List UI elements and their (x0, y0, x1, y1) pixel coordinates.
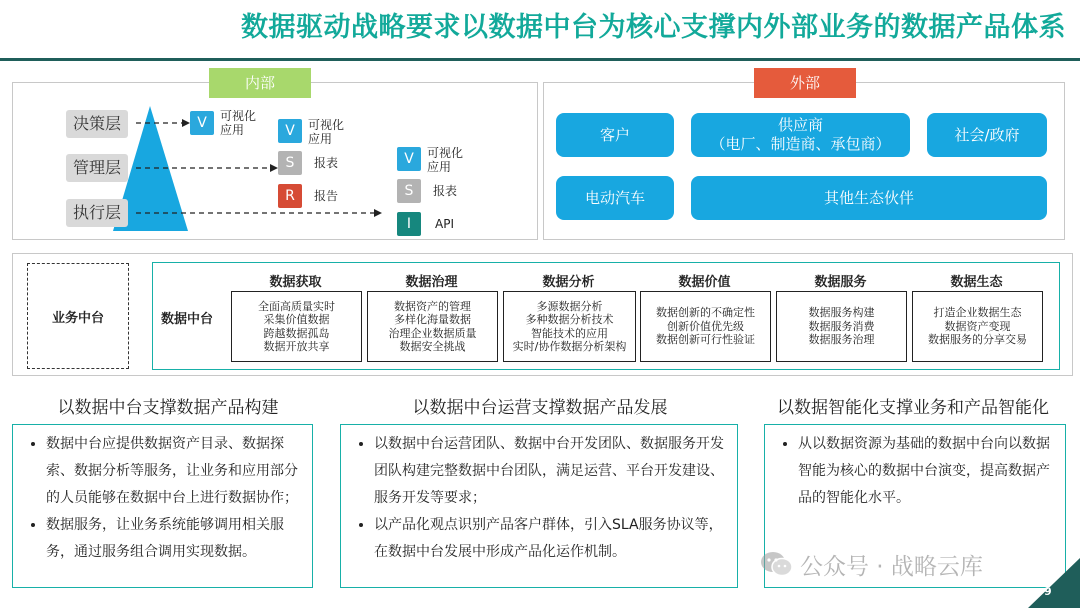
chip-api-3-label: API (435, 217, 454, 231)
col-head-analysis: 数据分析 (542, 275, 595, 290)
box-eco-label: 其他生态伙伴 (823, 188, 914, 207)
business-platform-box (27, 263, 129, 369)
layer-decision: 决策层 (66, 110, 128, 138)
chip-visual-3-label: 可视化 应用 (427, 146, 464, 174)
col-box-governance (367, 291, 498, 362)
corner-decoration (1000, 558, 1080, 608)
chip-visual-2: V (278, 119, 302, 143)
col-item: 数据创新可行性验证 (656, 333, 755, 347)
col-item: 数据服务的分享交易 (928, 333, 1027, 347)
col-head-service: 数据服务 (814, 275, 867, 290)
layer-execution: 执行层 (66, 199, 128, 227)
page-number: 9 (1044, 585, 1052, 598)
col-item: 治理企业数据质量 (388, 326, 477, 340)
col-box-ecology (912, 291, 1043, 362)
bullet-item: • 以数据中台运营团队、数据中台开发团队、数据服务开发团队构建完整数据中台团队，满足运营、平台开发建设、服务开发等要求； (374, 431, 727, 512)
col-item: 打造企业数据生态 (933, 306, 1022, 320)
box-customer-label: 客户 (599, 125, 630, 144)
col-item: 数据资产变现 (944, 319, 1011, 333)
col-item: 采集价值数据 (263, 313, 330, 326)
watermark-text: 公众号 · 战略云库 (800, 553, 983, 580)
box-society-label: 社会/政府 (954, 125, 1020, 144)
col-head-governance: 数据治理 (405, 275, 458, 290)
col-item: 多源数据分析 (536, 299, 603, 313)
box-supplier-sub: （电厂、制造商、承包商） (710, 135, 891, 153)
bullet-item: • 从以数据资源为基础的数据中台向以数据智能为核心的数据中台演变，提高数据产品的智能化水平。 (798, 431, 1055, 512)
business-platform-label: 业务中台 (51, 310, 104, 326)
section-title-intelligence: 以数据智能化支撑业务和产品智能化 (777, 398, 1049, 418)
col-item: 实时/协作数据分析架构 (512, 340, 627, 353)
section-title-build: 以数据中台支撑数据产品构建 (57, 398, 279, 418)
col-head-value: 数据价值 (678, 275, 731, 290)
box-ev (556, 176, 674, 220)
col-head-acquire: 数据获取 (269, 275, 322, 290)
chip-report-table-2-label: 报表 (314, 156, 339, 170)
col-head-ecology: 数据生态 (950, 275, 1003, 290)
arrow-head-decision (182, 119, 190, 127)
col-item: 数据开放共享 (263, 340, 330, 353)
box-ev-label: 电动汽车 (584, 188, 645, 207)
col-box-value (640, 291, 771, 362)
col-item: 数据资产的管理 (394, 299, 471, 313)
col-item: 智能技术的应用 (531, 326, 608, 340)
col-box-service (776, 291, 907, 362)
section-box-operate (340, 424, 738, 588)
bullet-item: • 以产品化观点识别产品客户群体，引入SLA服务协议等，在数据中台发展中形成产品化运作机制。 (374, 512, 727, 566)
chip-report-2: R (278, 184, 302, 208)
chip-visual-1: V (190, 111, 214, 135)
watermark (760, 548, 983, 580)
title-underline (0, 58, 1080, 61)
page-title: 数据驱动战略要求以数据中台为核心支撑内外部业务的数据产品体系 (241, 12, 1066, 43)
layer-management: 管理层 (66, 154, 128, 182)
chip-report-table-2: S (278, 151, 302, 175)
box-supplier (691, 113, 910, 157)
col-item: 数据安全挑战 (399, 340, 466, 353)
col-item: 数据服务治理 (808, 333, 875, 347)
col-box-analysis (503, 291, 636, 362)
col-item: 多样化海量数据 (394, 313, 471, 326)
section-box-build (12, 424, 313, 588)
chip-report-2-label: 报告 (314, 189, 339, 203)
data-platform-label: 数据中台 (161, 312, 214, 327)
col-box-acquire (231, 291, 362, 362)
box-eco-partners (691, 176, 1047, 220)
col-item: 跨越数据孤岛 (263, 326, 330, 340)
arrow-head-management (270, 164, 278, 172)
chip-report-table-3: S (397, 179, 421, 203)
chip-api-3: I (397, 212, 421, 236)
chip-visual-1-label: 可视化 应用 (220, 109, 257, 137)
col-item: 数据服务构建 (808, 306, 875, 320)
col-item: 数据创新的不确定性 (656, 306, 755, 320)
chip-report-table-3-label: 报表 (433, 184, 458, 198)
arrow-head-execution (374, 209, 382, 217)
col-item: 多种数据分析技术 (525, 313, 614, 326)
internal-tag: 内部 (209, 68, 311, 98)
col-item: 数据服务消费 (808, 319, 875, 333)
bullet-item: • 数据中台应提供数据资产目录、数据探索、数据分析等服务，让业务和应用部分的人员能够在数据中台上进行数据协作； (46, 431, 302, 512)
chip-visual-3: V (397, 147, 421, 171)
col-item: 创新价值优先级 (667, 319, 744, 333)
external-tag: 外部 (754, 68, 856, 98)
box-supplier-title: 供应商 (777, 116, 823, 134)
box-customer (556, 113, 674, 157)
bullet-item: • 数据服务，让业务系统能够调用相关服务，通过服务组合调用实现数据。 (46, 512, 302, 566)
col-item: 全面高质量实时 (258, 299, 335, 313)
wechat-icon (760, 550, 794, 578)
chip-visual-2-label: 可视化 应用 (308, 118, 345, 146)
section-title-operate: 以数据中台运营支撑数据产品发展 (412, 398, 668, 418)
box-society (927, 113, 1047, 157)
